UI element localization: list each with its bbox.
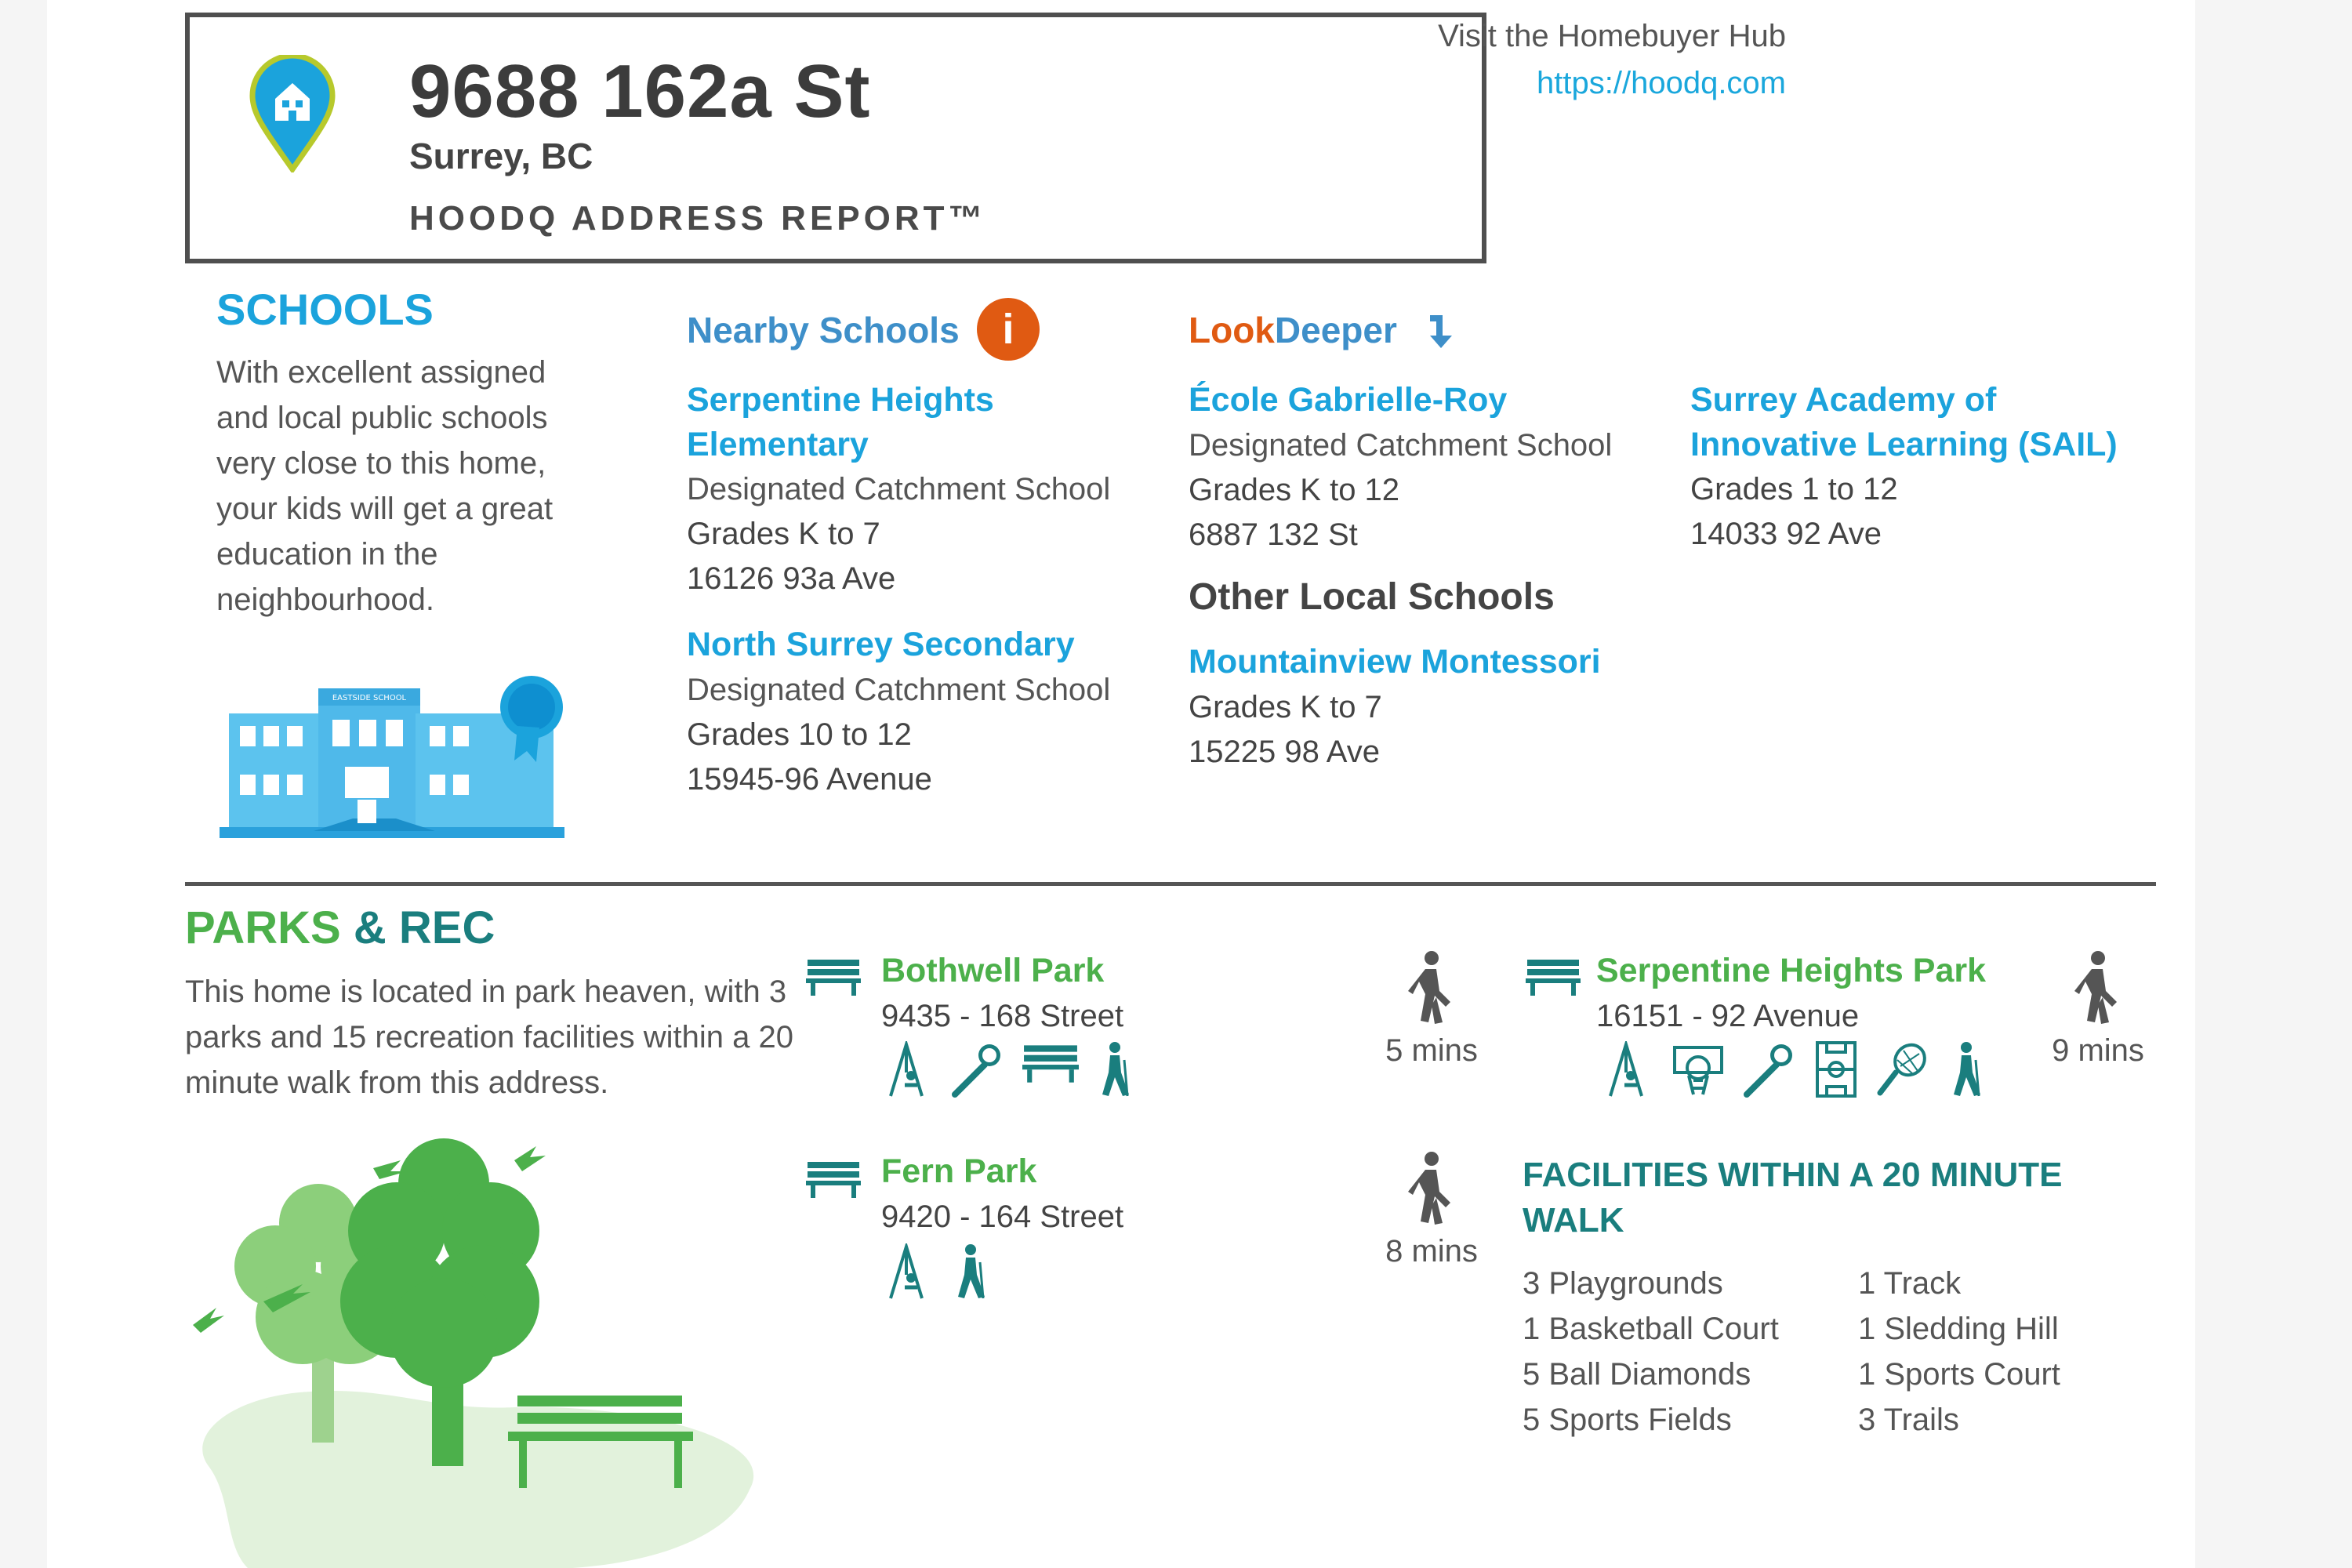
park-name-bothwell[interactable]: Bothwell Park <box>881 952 1105 989</box>
park-address-serpentine-heights: 16151 - 92 Avenue <box>1596 999 1860 1033</box>
facilities-title: FACILITIES WITHIN A 20 MINUTE WALK <box>1523 1156 2063 1240</box>
playground-icon <box>1602 1041 1654 1098</box>
bench-icon <box>806 956 861 997</box>
walk-time-serpentine-heights: 9 mins <box>2052 1033 2144 1068</box>
section-divider <box>185 882 2156 886</box>
school-name-serpentine-heights[interactable]: Serpentine Heights Elementary <box>687 381 994 463</box>
amenity-icons-serpentine-heights <box>1602 1041 1985 1098</box>
hiking-icon <box>950 1243 989 1300</box>
school-details-gabrielle-roy: Designated Catchment School Grades K to 12 6887 132 St <box>1189 428 1613 552</box>
report-page <box>47 0 2195 1568</box>
report-label: HOODQ ADDRESS REPORT™ <box>409 199 987 238</box>
arrow-down-icon <box>1425 310 1461 351</box>
parks-description: This home is located in park heaven, with 3 parks and 15 recreation facilities within a 20 minute walk from this address. <box>185 975 793 1100</box>
walking-person-icon <box>1408 1151 1455 1226</box>
school-name-sail[interactable]: Surrey Academy of Innovative Learning (SAIL) <box>1690 381 2118 463</box>
playground-icon <box>883 1041 935 1098</box>
bench-icon <box>1526 956 1581 997</box>
facilities-list-left: 3 Playgrounds 1 Basketball Court 5 Ball Diamonds 5 Sports Fields <box>1523 1266 1779 1437</box>
walk-time-bothwell: 5 mins <box>1385 1033 1478 1068</box>
schools-title: SCHOOLS <box>216 285 434 334</box>
school-building-illustration <box>220 674 580 847</box>
school-details-mountainview: Grades K to 7 15225 98 Ave <box>1189 690 1382 769</box>
nearby-schools-heading: Nearby Schools <box>687 310 960 350</box>
park-address-bothwell: 9435 - 168 Street <box>881 999 1124 1033</box>
bench-icon <box>806 1159 861 1200</box>
school-details-sail: Grades 1 to 12 14033 92 Ave <box>1690 472 1898 551</box>
school-name-gabrielle-roy[interactable]: École Gabrielle-Roy <box>1189 381 1508 419</box>
park-address-fern: 9420 - 164 Street <box>881 1200 1124 1234</box>
facilities-list-right: 1 Track 1 Sledding Hill 1 Sports Court 3 Trails <box>1858 1266 2060 1437</box>
lookdeeper-look: Look <box>1189 310 1275 350</box>
homebuyer-hub <box>1438 13 1786 107</box>
other-schools-heading: Other Local Schools <box>1189 576 1555 618</box>
lookdeeper-heading[interactable] <box>1189 309 1397 351</box>
hiking-icon <box>1094 1041 1134 1098</box>
school-details-serpentine-heights: Designated Catchment School Grades K to 7 16126 93a Ave <box>687 472 1111 596</box>
parks-rec-title: PARKS & REC <box>185 902 495 953</box>
baseball-icon <box>950 1041 1007 1098</box>
hiking-icon <box>1946 1041 1985 1098</box>
schools-description: With excellent assigned and local public schools very close to this home, your kids will get a great education in the neighbourhood. <box>216 355 554 617</box>
baseball-icon <box>1742 1041 1798 1098</box>
hub-label: Visit the Homebuyer Hub <box>1438 19 1786 53</box>
sports-field-icon <box>1814 1041 1858 1098</box>
info-icon[interactable]: i <box>977 298 1040 361</box>
playground-icon <box>883 1243 935 1300</box>
bench-icon <box>1022 1041 1079 1085</box>
walk-time-fern: 8 mins <box>1385 1234 1478 1269</box>
amenity-icons-fern <box>883 1243 989 1300</box>
park-name-serpentine-heights[interactable]: Serpentine Heights Park <box>1596 952 1987 989</box>
park-illustration <box>185 1137 797 1568</box>
tennis-icon <box>1874 1041 1930 1098</box>
school-name-north-surrey[interactable]: North Surrey Secondary <box>687 626 1075 663</box>
school-name-mountainview[interactable]: Mountainview Montessori <box>1189 643 1601 681</box>
basketball-icon <box>1670 1041 1726 1098</box>
school-details-north-surrey: Designated Catchment School Grades 10 to 12 15945-96 Avenue <box>687 673 1111 797</box>
house-pin-icon <box>249 55 336 172</box>
amenity-icons-bothwell <box>883 1041 1134 1098</box>
park-name-fern[interactable]: Fern Park <box>881 1152 1037 1190</box>
street-address: 9688 162a St <box>409 49 871 133</box>
city-province: Surrey, BC <box>409 136 593 176</box>
hub-link[interactable]: https://hoodq.com <box>1537 66 1786 100</box>
school-sign-text: EASTSIDE SCHOOL <box>332 694 407 702</box>
walking-person-icon <box>1408 950 1455 1025</box>
walking-person-icon <box>2074 950 2122 1025</box>
lookdeeper-deeper: Deeper <box>1274 310 1397 350</box>
